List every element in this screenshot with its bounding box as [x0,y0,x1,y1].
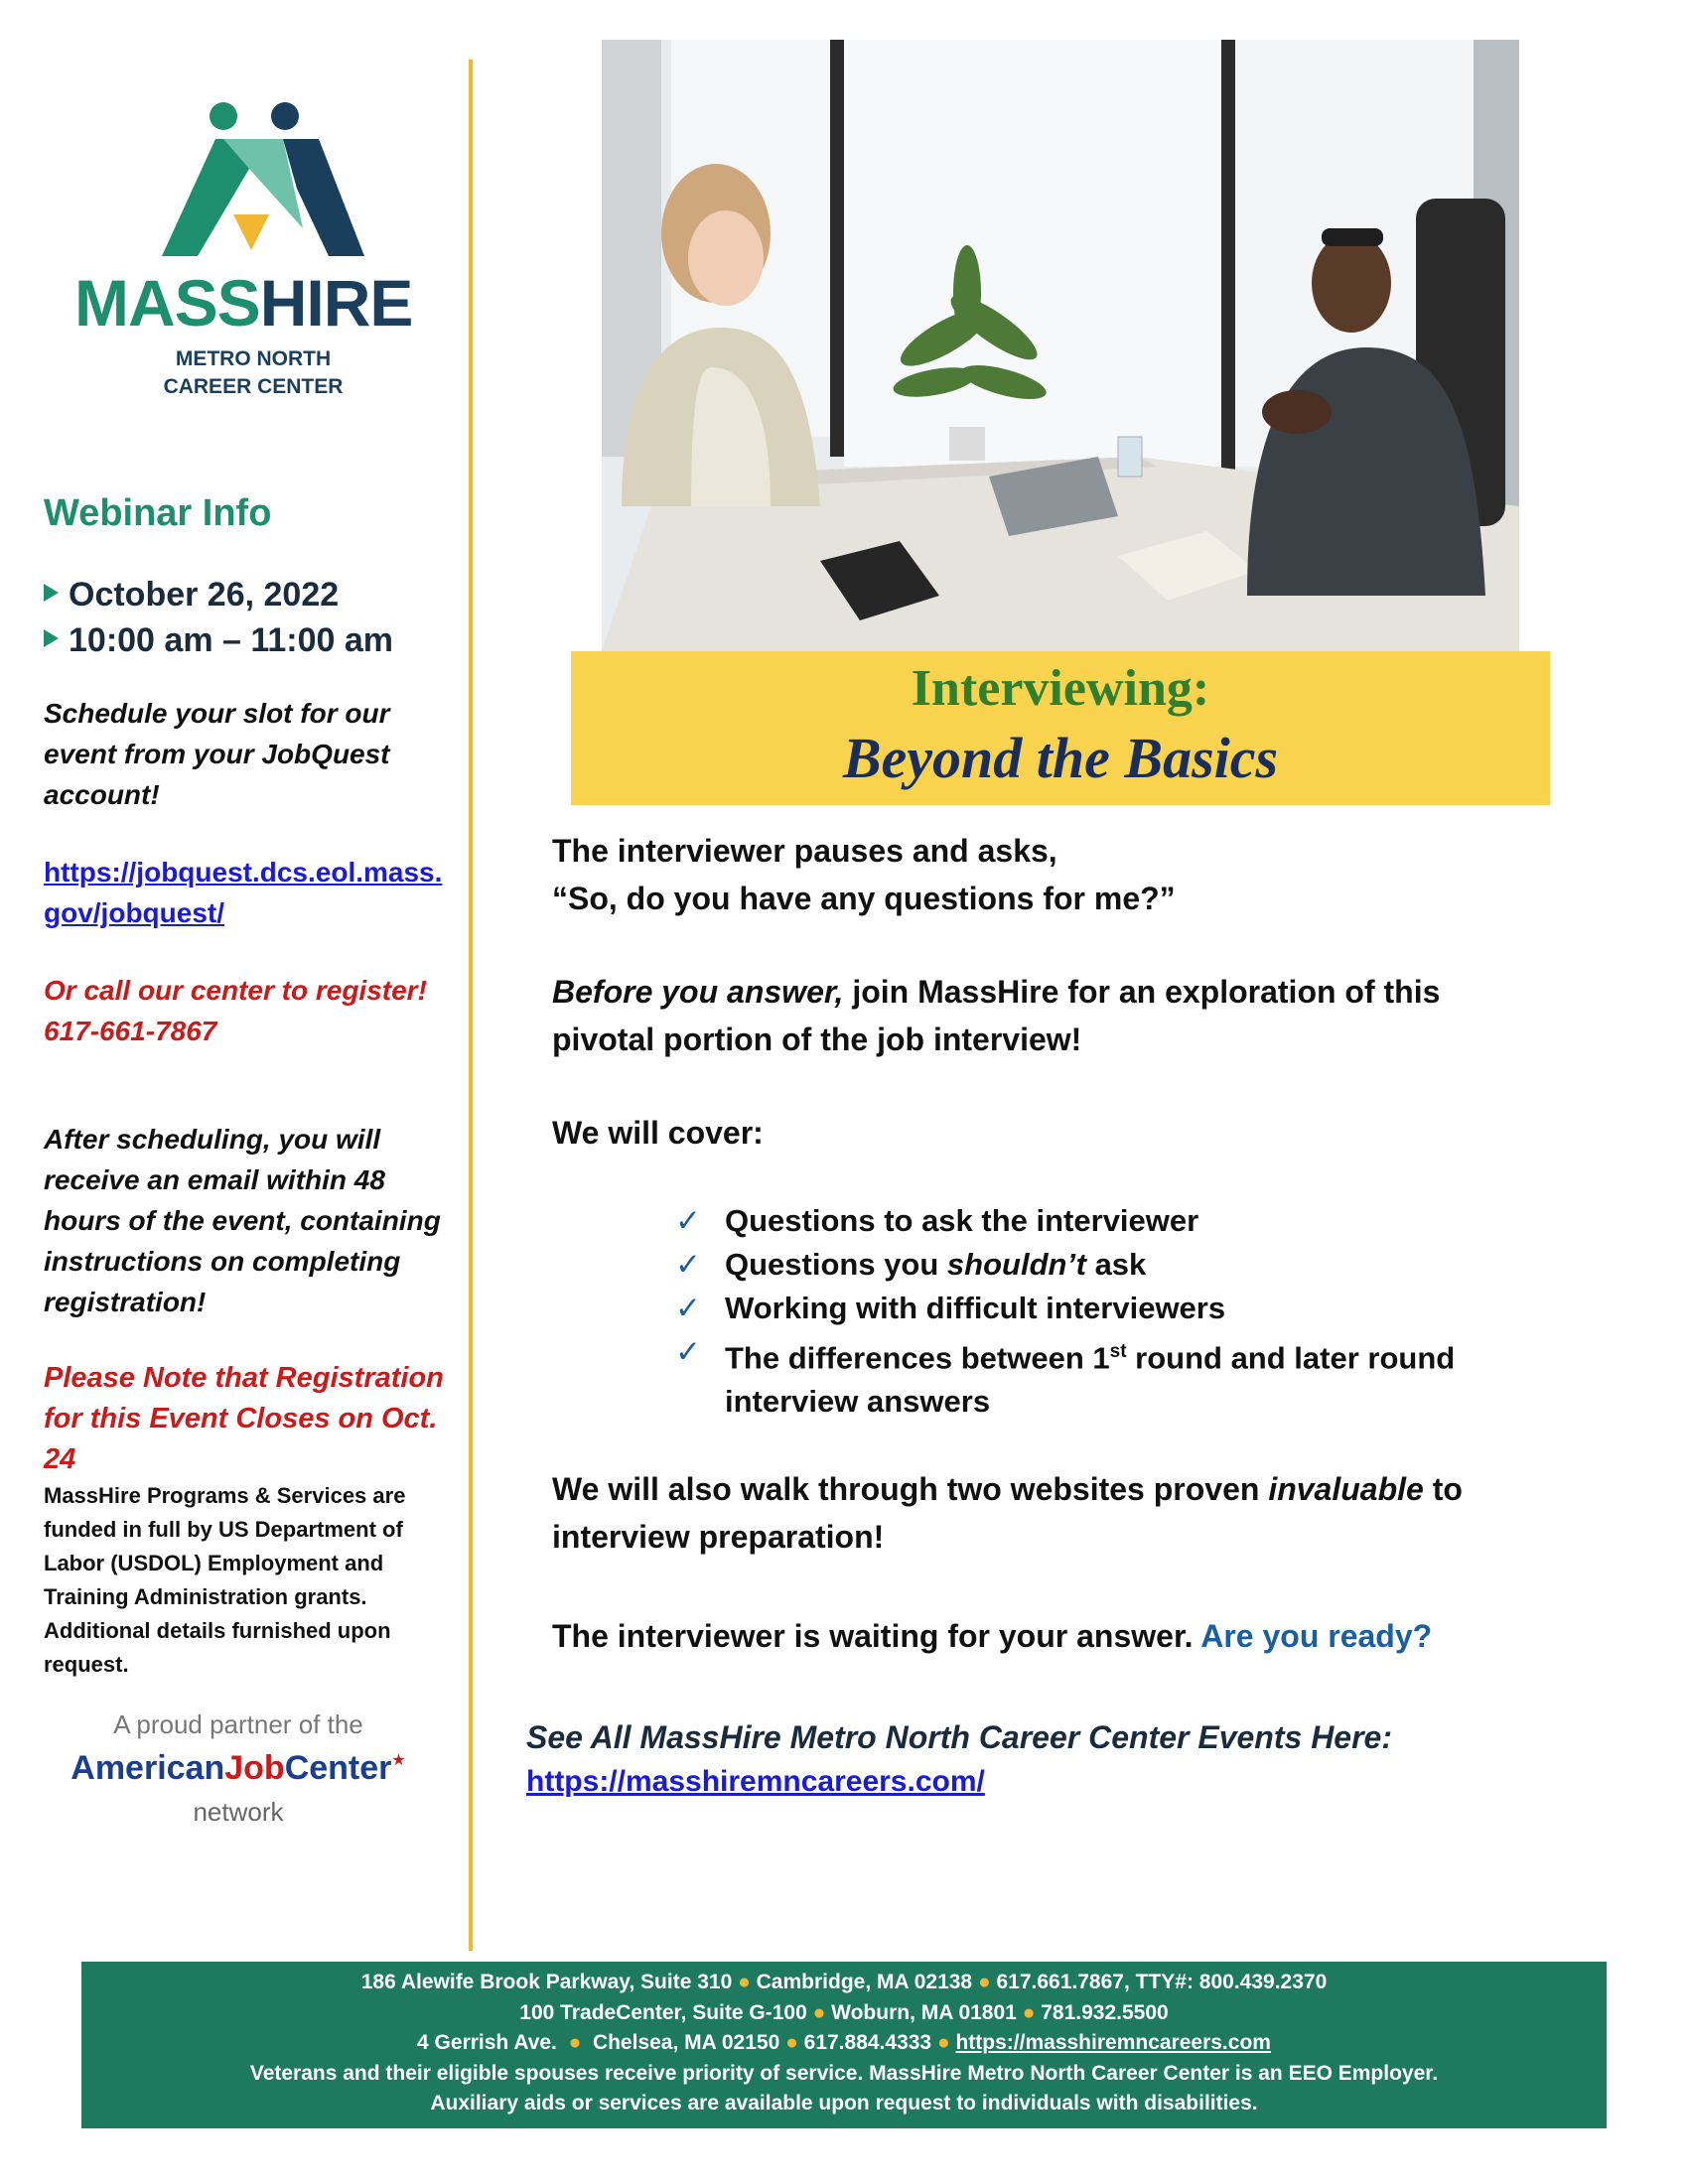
events-link[interactable]: https://masshiremncareers.com/ [526,1765,985,1798]
webinar-date-text: October 26, 2022 [69,576,340,614]
schedule-text: Schedule your slot for our event from your JobQuest account! [44,698,390,810]
call-to-register [44,970,461,1051]
footer-phone-2: 781.932.5500 [1041,2000,1169,2024]
after-scheduling-text: After scheduling, you will receive an email within 48 hours of the event, containing instructions on completing registration! [44,1124,441,1317]
footer-address-3: 4 Gerrish Ave. [417,2031,557,2054]
topic-text-italic: shouldn’t [946,1247,1086,1282]
jobquest-link-line1[interactable]: https://jobquest.dcs.eol.mass. [44,857,443,887]
also-post: to interview preparation! [552,1471,1463,1555]
check-icon: ✓ [675,1334,701,1369]
footer [81,1962,1607,2128]
ready-text: Are you ready? [1200,1618,1433,1654]
logo-figure-gold [233,214,269,250]
check-icon: ✓ [675,1291,701,1325]
logo-head-right [271,102,299,130]
column-divider [469,60,473,1951]
topic-text-pre: Questions you [725,1247,947,1282]
footer-phone-1: 617.661.7867, TTY#: 800.439.2370 [996,1971,1328,1993]
ajc-job: Job [224,1749,285,1787]
topic-text-sup: st [1109,1341,1127,1362]
wordmark-mass: MASS [74,266,260,340]
masshire-wordmark [74,266,452,340]
check-icon: ✓ [675,1247,701,1282]
footer-line2 [81,1998,1607,2029]
logo-figure-left [162,139,249,256]
webinar-time-text: 10:00 am – 11:00 am [69,621,394,659]
check-icon: ✓ [675,1203,701,1238]
bullet-dot-icon: ● [936,2031,950,2054]
before-paragraph [552,968,1545,1063]
bullet-dot-icon: ● [812,2000,826,2024]
registration-note-line1: Please Note that Registration [44,1362,444,1394]
cover-heading: We will cover: [552,1115,764,1151]
footer-city-1: Cambridge, MA 02138 [756,1971,973,1993]
also-pre: We will also walk through two websites proven [552,1471,1269,1507]
footer-city-2: Woburn, MA 01801 [831,2000,1017,2024]
jobquest-link-line2[interactable]: gov/jobquest/ [44,897,224,928]
footer-line5: Auxiliary aids or services are available upon request to individuals with disabilities. [430,2092,1258,2115]
registration-note-line2: for this Event Closes on Oct. 24 [44,1403,438,1475]
bullet-dot-icon: ● [977,1971,991,1993]
see-all-events: See All MassHire Metro North Career Center Events Here: [526,1719,1392,1755]
footer-address-2: 100 TradeCenter, Suite G-100 [519,2000,807,2024]
intro-paragraph [552,827,1545,922]
intro-line1: The interviewer pauses and asks, [552,833,1057,869]
call-to-register-text: Or call our center to register! [44,975,427,1006]
funding-disclaimer: MassHire Programs & Services are funded in full by US Department of Labor (USDOL) Employment and Training Administration grants. Additional details furnished upon request. [44,1483,406,1677]
list-item [675,1243,1539,1287]
topic-text: Questions to ask the interviewer [725,1203,1199,1238]
before-italic: Before you answer, [552,974,844,1010]
topics-checklist [675,1199,1539,1424]
jobquest-link[interactable] [44,852,461,933]
webinar-time [44,621,393,660]
footer-line4: Veterans and their eligible spouses receive priority of service. MassHire Metro North Career Center is an EEO Employer. [249,2061,1439,2085]
ajc-network: network [193,1797,284,1827]
footer-website-link[interactable]: https://masshiremncareers.com [955,2031,1271,2054]
intro-line2: “So, do you have any questions for me?” [552,881,1176,916]
list-item [675,1330,1539,1424]
title-line1: Interviewing: [911,660,1210,717]
also-paragraph [552,1465,1505,1561]
logo-subtitle-line2: CAREER CENTER [163,375,344,398]
triangle-bullet-icon [44,584,59,602]
bullet-dot-icon: ● [1022,2000,1036,2024]
logo-head-left [210,102,237,130]
triangle-bullet-icon [44,629,59,647]
ajc-star-icon: ★ [391,1752,406,1769]
waiting-paragraph [552,1612,1545,1660]
footer-address-1: 186 Alewife Brook Parkway, Suite 310 [360,1971,733,1993]
list-item [675,1287,1539,1330]
call-phone-number: 617-661-7867 [44,1016,217,1046]
ajc-american: American [70,1749,225,1787]
bullet-dot-icon: ● [738,1971,751,1993]
bullet-dot-icon: ● [785,2031,798,2054]
wordmark-hire: HIRE [259,266,413,340]
topic-text-post: ask [1085,1247,1147,1282]
footer-line1 [81,1968,1607,1998]
partner-line: A proud partner of the [113,1709,363,1739]
bullet-dot-icon: ● [568,2031,582,2054]
webinar-date [44,576,339,614]
ajc-center: Center [284,1749,392,1787]
before-rest: join MassHire for an exploration of this pivotal portion of the job interview! [552,974,1441,1057]
waiting-text: The interviewer is waiting for your answer. [552,1618,1201,1654]
title-line2: Beyond the Basics [842,726,1279,790]
footer-phone-3: 617.884.4333 [803,2031,932,2054]
registration-note [44,1358,461,1480]
american-job-center-logo [40,1749,437,1788]
topic-text: Working with difficult interviewers [725,1291,1226,1325]
footer-city-3: Chelsea, MA 02150 [592,2031,780,2054]
logo-subtitle-line1: METRO NORTH [175,347,332,370]
also-italic: invaluable [1268,1471,1424,1507]
footer-line3 [81,2028,1607,2059]
interview-photo [602,40,1519,651]
webinar-info-heading: Webinar Info [44,492,272,534]
list-item [675,1199,1539,1243]
topic-text-post: round and later round interview answers [725,1340,1456,1420]
logo-subtitle [74,345,432,401]
topic-text-pre: The differences between 1 [725,1340,1110,1376]
